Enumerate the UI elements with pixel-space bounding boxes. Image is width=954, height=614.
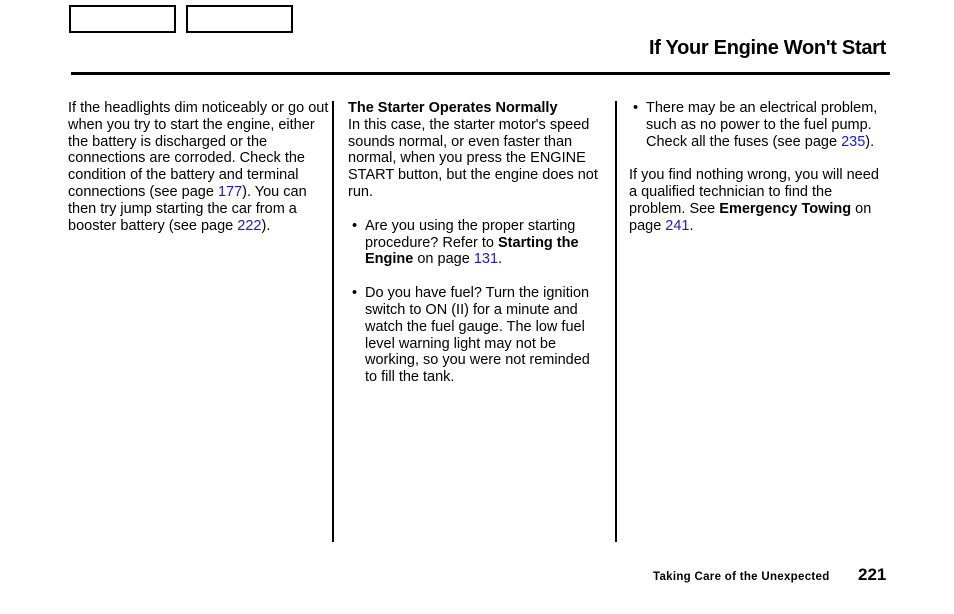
intro-paragraph: In this case, the starter motor's speed sounds normal, or even faster than normal, when you press the ENGINE START button, but the engine does not run.: [348, 116, 598, 200]
section-heading: The Starter Operates Normally: [348, 100, 558, 116]
bullet-icon: •: [352, 217, 358, 234]
bullet-icon: •: [352, 285, 358, 302]
column-divider: [332, 101, 334, 542]
column-divider: [615, 101, 617, 542]
column-left: [68, 100, 330, 234]
list-item: • Do you have fuel? Turn the ignition switch to ON (II) for a minute and watch the fuel gauge. The low fuel level warning light may not be working, so you were not reminded to fill the tank.: [352, 285, 590, 386]
title-rule: [71, 72, 890, 75]
column-middle: [348, 100, 603, 386]
page-link-235[interactable]: 235: [841, 133, 866, 150]
page-link-241[interactable]: 241: [665, 217, 690, 234]
page-link-131[interactable]: 131: [473, 251, 499, 268]
page-title: If Your Engine Won't Start: [649, 37, 886, 59]
footer-section-title: Taking Care of the Unexpected: [653, 571, 830, 583]
list-item: • Are you using the proper starting procedure? Refer to Starting the Engine on page 131.: [352, 217, 579, 268]
next-page-button[interactable]: [186, 5, 293, 33]
list-item: • There may be an electrical problem, such as no power to the fuel pump. Check all the fuses (see page 235).: [633, 100, 878, 150]
technician-paragraph: If you find nothing wrong, you will need a qualified technician to find the problem. See Emergency Towing on page 241.: [629, 167, 879, 234]
page-link-177[interactable]: 177: [217, 183, 243, 200]
page-link-222[interactable]: 222: [237, 217, 262, 234]
previous-page-button[interactable]: [69, 5, 176, 33]
page-number: 221: [858, 565, 887, 584]
bullet-icon: •: [633, 100, 639, 116]
battery-paragraph: If the headlights dim noticeably or go out when you try to start the engine, either the battery is discharged or the connections are corroded. Check the condition of the battery and terminal connections (see page 177). You can then try jump starting the car from a booster battery (see page 222).: [68, 100, 329, 234]
column-right: [629, 100, 879, 235]
